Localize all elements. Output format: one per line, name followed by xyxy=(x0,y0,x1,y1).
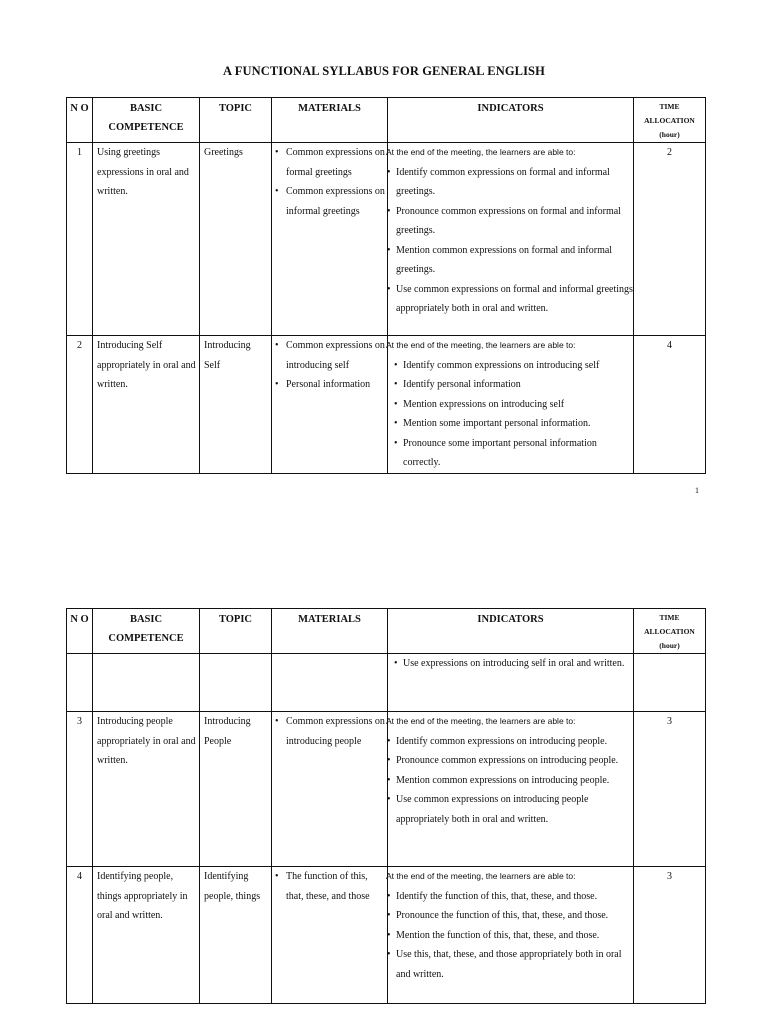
header-no: N O xyxy=(67,98,93,143)
header-materials: MATERIALS xyxy=(272,98,388,143)
indicators-intro: At the end of the meeting, the learners are able to: xyxy=(386,147,576,157)
header-no: N O xyxy=(67,609,93,654)
syllabus-table-2 xyxy=(66,608,706,1004)
page-number: 1 xyxy=(695,486,699,495)
indicator-item: • Mention the function of this, that, these, and those. xyxy=(388,926,633,946)
basic-competence: Introducing Self appropriately in oral and written. xyxy=(93,336,200,474)
row-number: 1 xyxy=(67,143,93,336)
indicators-intro: At the end of the meeting, the learners are able to: xyxy=(386,871,576,881)
header-topic: TOPIC xyxy=(200,609,272,654)
table-header-row xyxy=(67,609,706,654)
indicators xyxy=(388,654,634,712)
header-time-allocation: TIME ALLOCATION (hour) xyxy=(634,98,706,143)
material-item: • Common expressions on informal greetings xyxy=(272,182,387,221)
table-row xyxy=(67,867,706,1004)
header-time-allocation: TIME ALLOCATION (hour) xyxy=(634,609,706,654)
time-allocation: 3 xyxy=(634,712,706,867)
table-header-row xyxy=(67,98,706,143)
time-allocation xyxy=(634,654,706,712)
header-basic-competence: BASIC COMPETENCE xyxy=(93,98,200,143)
indicator-item: • Identify common expressions on introducing self xyxy=(388,356,633,376)
topic xyxy=(200,654,272,712)
indicator-item: • Mention common expressions on formal and informal greetings. xyxy=(388,241,633,280)
material-item: • Common expressions on introducing self xyxy=(272,336,387,375)
header-materials: MATERIALS xyxy=(272,609,388,654)
table-row xyxy=(67,336,706,474)
indicator-item: • Use this, that, these, and those appropriately both in oral and written. xyxy=(388,945,633,984)
time-allocation: 4 xyxy=(634,336,706,474)
indicator-item: • Use expressions on introducing self in oral and written. xyxy=(388,654,633,674)
indicator-item: • Identify personal information xyxy=(388,375,633,395)
material-item: • Personal information xyxy=(272,375,387,395)
material-item: • The function of this, that, these, and those xyxy=(272,867,387,906)
materials xyxy=(272,654,388,712)
header-indicators: INDICATORS xyxy=(388,609,634,654)
materials xyxy=(272,336,388,474)
time-allocation: 3 xyxy=(634,867,706,1004)
indicators xyxy=(388,867,634,1004)
indicator-item: • Pronounce some important personal information correctly. xyxy=(388,434,633,473)
topic: Introducing Self xyxy=(200,336,272,474)
row-number: 2 xyxy=(67,336,93,474)
row-number: 3 xyxy=(67,712,93,867)
indicator-item: • Pronounce the function of this, that, these, and those. xyxy=(388,906,633,926)
indicator-item: • Mention some important personal information. xyxy=(388,414,633,434)
syllabus-table-1 xyxy=(66,97,706,474)
topic: Greetings xyxy=(200,143,272,336)
materials xyxy=(272,712,388,867)
basic-competence: Using greetings expressions in oral and written. xyxy=(93,143,200,336)
material-item: • Common expressions on introducing people xyxy=(272,712,387,751)
indicator-item: • Identify the function of this, that, these, and those. xyxy=(388,887,633,907)
materials xyxy=(272,867,388,1004)
indicator-item: • Identify common expressions on formal and informal greetings. xyxy=(388,163,633,202)
indicators xyxy=(388,336,634,474)
row-number: 4 xyxy=(67,867,93,1004)
basic-competence: Identifying people, things appropriately in oral and written. xyxy=(93,867,200,1004)
indicators xyxy=(388,143,634,336)
basic-competence: Introducing people appropriately in oral and written. xyxy=(93,712,200,867)
indicator-item: • Mention expressions on introducing self xyxy=(388,395,633,415)
header-topic: TOPIC xyxy=(200,98,272,143)
indicator-item: • Identify common expressions on introducing people. xyxy=(388,732,633,752)
indicator-item: • Use common expressions on introducing people appropriately both in oral and written. xyxy=(388,790,633,829)
basic-competence xyxy=(93,654,200,712)
indicators-intro: At the end of the meeting, the learners are able to: xyxy=(386,340,576,350)
table-row xyxy=(67,712,706,867)
materials xyxy=(272,143,388,336)
indicators xyxy=(388,712,634,867)
topic: Identifying people, things xyxy=(200,867,272,1004)
indicator-item: • Pronounce common expressions on formal and informal greetings. xyxy=(388,202,633,241)
indicators-intro: At the end of the meeting, the learners are able to: xyxy=(386,716,576,726)
header-indicators: INDICATORS xyxy=(388,98,634,143)
table-row xyxy=(67,143,706,336)
indicator-item: • Pronounce common expressions on introducing people. xyxy=(388,751,633,771)
row-number xyxy=(67,654,93,712)
header-basic-competence: BASIC COMPETENCE xyxy=(93,609,200,654)
table-row-continuation xyxy=(67,654,706,712)
indicator-item: • Use common expressions on formal and informal greetings appropriately both in oral and written. xyxy=(388,280,633,319)
indicator-item: • Mention common expressions on introducing people. xyxy=(388,771,633,791)
time-allocation: 2 xyxy=(634,143,706,336)
topic: Introducing People xyxy=(200,712,272,867)
document-title: A FUNCTIONAL SYLLABUS FOR GENERAL ENGLISH xyxy=(223,64,545,78)
material-item: • Common expressions on formal greetings xyxy=(272,143,387,182)
